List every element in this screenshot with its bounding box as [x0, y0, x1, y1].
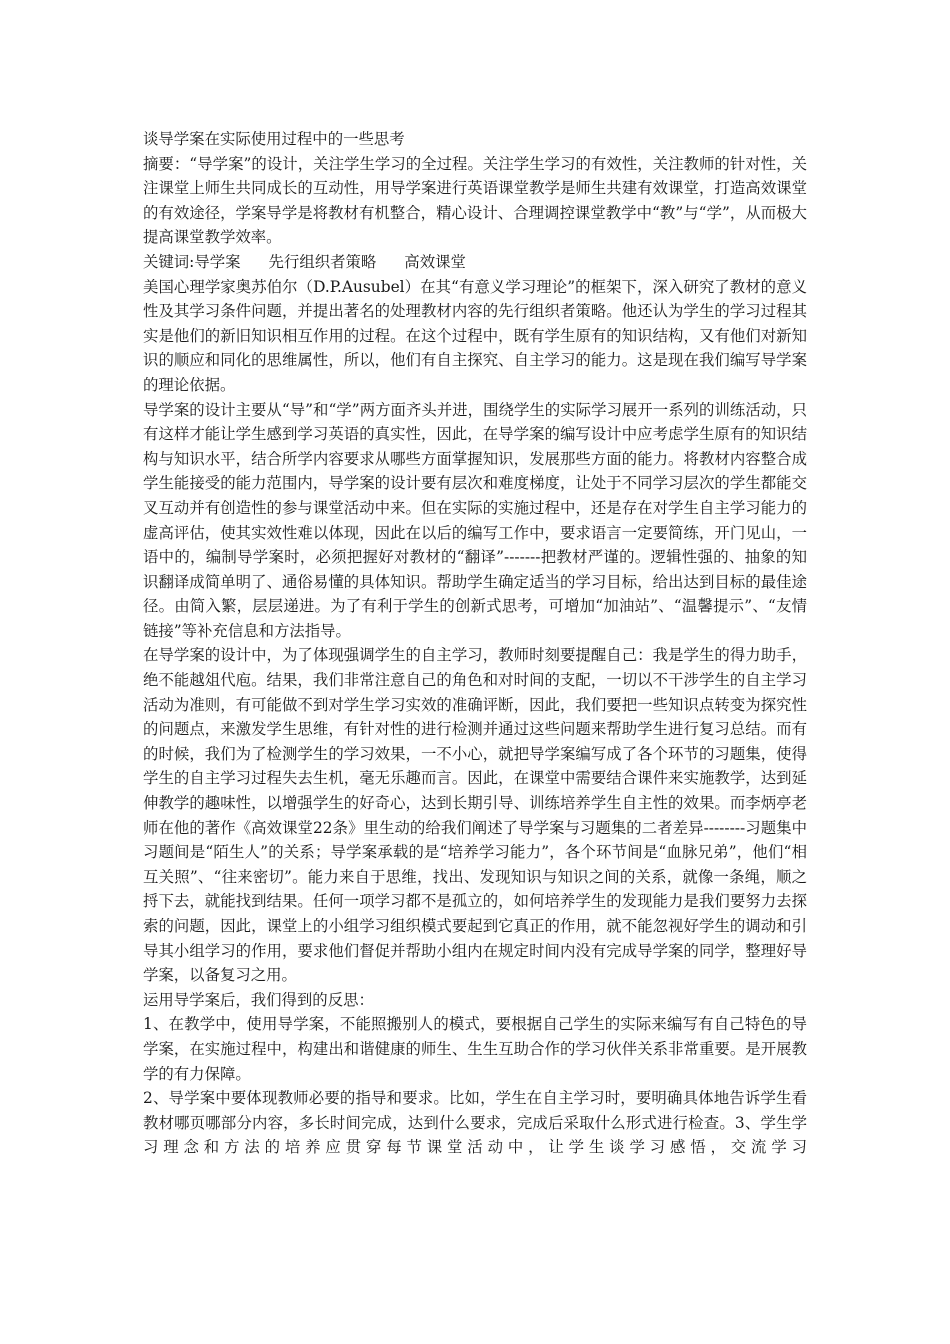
keywords-label: 关键词:: [143, 252, 195, 271]
reflection-item-1: 1、在教学中，使用导学案，不能照搬别人的模式，要根据自己学生的实际来编写有自己特色的导学案，在实施过程中，构建出和谐健康的师生、生生互助合作的学习伙伴关系非常重要。是开展教学的有力保障。: [143, 1015, 807, 1083]
keywords-line: [143, 250, 807, 275]
keyword-item: 导学案: [194, 252, 241, 271]
body-paragraph-theory: 美国心理学家奥苏伯尔（D.P.Ausubel）在其“有意义学习理论”的框架下，深入研究了教材的意义性及其学习条件问题，并提出著名的处理教材内容的先行组织者策略。他还认为学生的学习过程其实是他们的新旧知识相互作用的过程。在这个过程中，既有学生原有的知识结构，又有他们对新知识的顺应和同化的思维属性，所以，他们有自主探究、自主学习的能力。这是现在我们编写导学案的理论依据。: [143, 277, 807, 394]
keyword-item: 高效课堂: [404, 252, 466, 271]
body-paragraph-design: 导学案的设计主要从“导”和“学”两方面齐头并进，围绕学生的实际学习展开一系列的训练活动，只有这样才能让学生感到学习英语的真实性，因此，在导学案的编写设计中应考虑学生原有的知识结构与知识水平，结合所学内容要求从哪些方面掌握知识，发展那些方面的能力。将教材内容整合成学生能接受的能力范围内，导学案的设计要有层次和难度梯度，让处于不同学习层次的学生都能交叉互动并有创造性的参与课堂活动中来。但在实际的实施过程中，还是存在对学生自主学习能力的虚高评估，使其实效性难以体现，因此在以后的编写工作中，要求语言一定要简练，开门见山，一语中的，编制导学案时，必须把握好对教材的“翻译”-------把教材严谨的。逻辑性强的、抽象的知识翻译成简单明了、通俗易懂的具体知识。帮助学生确定适当的学习目标，给出达到目标的最佳途径。由简入繁，层层递进。为了有利于学生的创新式思考，可增加“加油站”、“温馨提示”、“友情链接”等补充信息和方法指导。: [143, 400, 807, 640]
keyword-item: 先行组织者策略: [268, 252, 377, 271]
document-title: 谈导学案在实际使用过程中的一些思考: [143, 130, 405, 148]
reflection-item-2: 2、导学案中要体现教师必要的指导和要求。比如，学生在自主学习时，要明确具体地告诉学生看教材哪页哪部分内容，多长时间完成，达到什么要求，完成后采取什么形式进行检查。3、学生学习理念和方法的培养应贯穿每节课堂活动中，让学生谈学习感悟，交流学习: [143, 1089, 807, 1157]
body-paragraph-autonomy: 在导学案的设计中，为了体现强调学生的自主学习，教师时刻要提醒自己：我是学生的得力助手，绝不能越俎代庖。结果，我们非常注意自己的角色和对时间的支配，一切以不干涉学生的自主学习活动为准则，有可能做不到对学生学习实效的准确评断，因此，我们要把一些知识点转变为探究性的问题点，来激发学生思维，有针对性的进行检测并通过这些问题来帮助学生进行复习总结。而有的时候，我们为了检测学生的学习效果，一不小心，就把导学案编写成了各个环节的习题集，使得学生的自主学习过程失去生机，毫无乐趣而言。因此，在课堂中需要结合课件来实施教学，达到延伸教学的趣味性，以增强学生的好奇心，达到长期引导、训练培养学生自主性的效果。而李炳亭老师在他的著作《高效课堂22条》里生动的给我们阐述了导学案与习题集的二者差异--------习题集中习题间是“陌生人”的关系；导学案承载的是“培养学习能力”，各个环节间是“血脉兄弟”，他们“相互关照”、“往来密切”。能力来自于思维，找出、发现知识与知识之间的关系，就像一条绳，顺之捋下去，就能找到结果。任何一项学习都不是孤立的，如何培养学生的发现能力是我们要努力去探索的问题，因此，课堂上的小组学习组织模式要起到它真正的作用，就不能忽视好学生的调动和引导其小组学习的作用，要求他们督促并帮助小组内在规定时间内没有完成导学案的同学，整理好导学案，以备复习之用。: [143, 646, 807, 985]
abstract-paragraph: 摘要：“导学案”的设计，关注学生学习的全过程。关注学生学习的有效性，关注教师的针对性，关注课堂上师生共同成长的互动性，用导学案进行英语课堂教学是师生共建有效课堂，打造高效课堂的有效途径，学案导学是将教材有机整合，精心设计、合理调控课堂教学中“教”与“学”，从而极大提高课堂教学效率。: [143, 154, 807, 247]
document-body: [143, 127, 807, 1160]
reflection-heading: 运用导学案后，我们得到的反思：: [143, 990, 374, 1009]
